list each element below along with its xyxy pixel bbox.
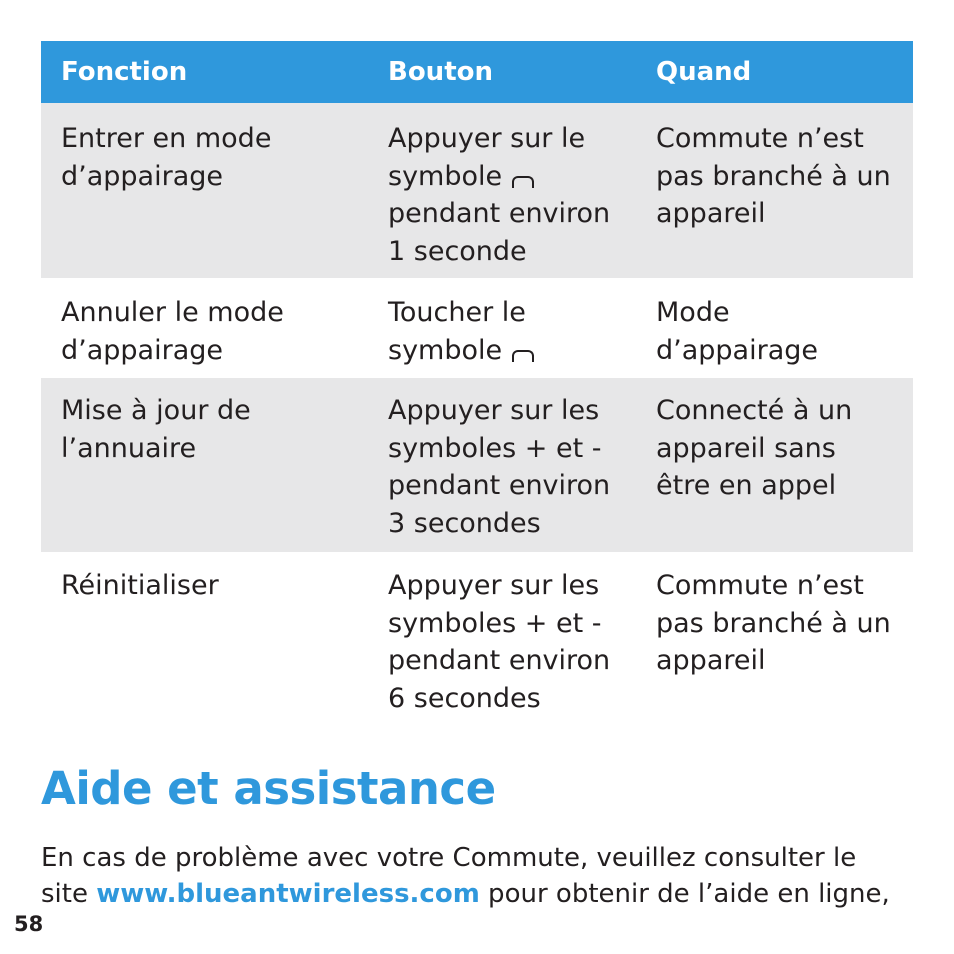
page-number: 58: [14, 912, 44, 936]
cell-line: pendant environ: [388, 470, 611, 501]
cell-line: Connecté à un: [656, 395, 853, 426]
cell-line: Annuler le mode: [61, 297, 284, 328]
functions-table: [41, 41, 913, 742]
cell-line: Appuyer sur les: [388, 395, 600, 426]
cell-line: appareil sans: [656, 432, 836, 464]
cell-line: [388, 158, 636, 196]
cell-line: Appuyer sur le: [388, 123, 586, 154]
cell-fonction: [41, 120, 368, 278]
cell-line-text: symbole: [388, 334, 503, 366]
multifunction-button-icon: [512, 176, 534, 188]
cell-line: d’appairage: [61, 334, 223, 366]
table-row: [41, 278, 913, 378]
cell-line: symboles + et -: [388, 432, 602, 464]
cell-bouton: [368, 567, 636, 742]
cell-line: d’appairage: [61, 160, 223, 192]
cell-quand: [636, 567, 913, 742]
header-quand: Quand: [656, 57, 752, 87]
cell-line: [388, 332, 636, 370]
table-row: [41, 378, 913, 552]
cell-line: Toucher le: [388, 297, 526, 328]
cell-line: d’appairage: [656, 334, 818, 366]
cell-fonction: [41, 567, 368, 742]
cell-line: Appuyer sur les: [388, 570, 600, 601]
header-bouton: Bouton: [388, 57, 493, 87]
cell-line: pendant environ: [388, 198, 611, 229]
help-paragraph: [41, 840, 921, 912]
cell-line: pas branché à un: [656, 607, 891, 639]
cell-bouton: [368, 120, 636, 278]
cell-line: être en appel: [656, 470, 837, 501]
cell-quand: [636, 294, 913, 378]
help-line-1: En cas de problème avec votre Commute, veuillez consulter le: [41, 843, 857, 873]
cell-fonction: [41, 294, 368, 378]
cell-quand: [636, 392, 913, 552]
cell-line: Commute n’est: [656, 123, 864, 154]
cell-line: Mode: [656, 297, 730, 328]
cell-line: 1 seconde: [388, 235, 527, 267]
cell-line: Mise à jour de: [61, 395, 251, 426]
cell-line: Réinitialiser: [61, 570, 219, 601]
table-row: [41, 103, 913, 278]
cell-line: 6 secondes: [388, 682, 541, 714]
cell-line: 3 secondes: [388, 507, 541, 539]
multifunction-button-icon: [512, 350, 534, 362]
cell-line: appareil: [656, 645, 766, 676]
help-line-2-end: pour obtenir de l’aide en ligne,: [479, 879, 890, 909]
help-line-2-start: site: [41, 879, 97, 909]
cell-line: pendant environ: [388, 645, 611, 676]
cell-bouton: [368, 392, 636, 552]
cell-line: symboles + et -: [388, 607, 602, 639]
cell-fonction: [41, 392, 368, 552]
cell-line: pas branché à un: [656, 160, 891, 192]
cell-bouton: [368, 294, 636, 378]
cell-line: l’annuaire: [61, 432, 197, 464]
cell-line: appareil: [656, 198, 766, 229]
section-title: Aide et assistance: [41, 762, 496, 815]
support-website-link[interactable]: www.blueantwireless.com: [96, 879, 480, 909]
cell-quand: [636, 120, 913, 278]
cell-line: Entrer en mode: [61, 123, 272, 154]
header-fonction: Fonction: [61, 57, 188, 87]
cell-line: Commute n’est: [656, 570, 864, 601]
table-row: [41, 552, 913, 742]
cell-line-text: symbole: [388, 160, 503, 192]
table-header: [41, 41, 913, 103]
